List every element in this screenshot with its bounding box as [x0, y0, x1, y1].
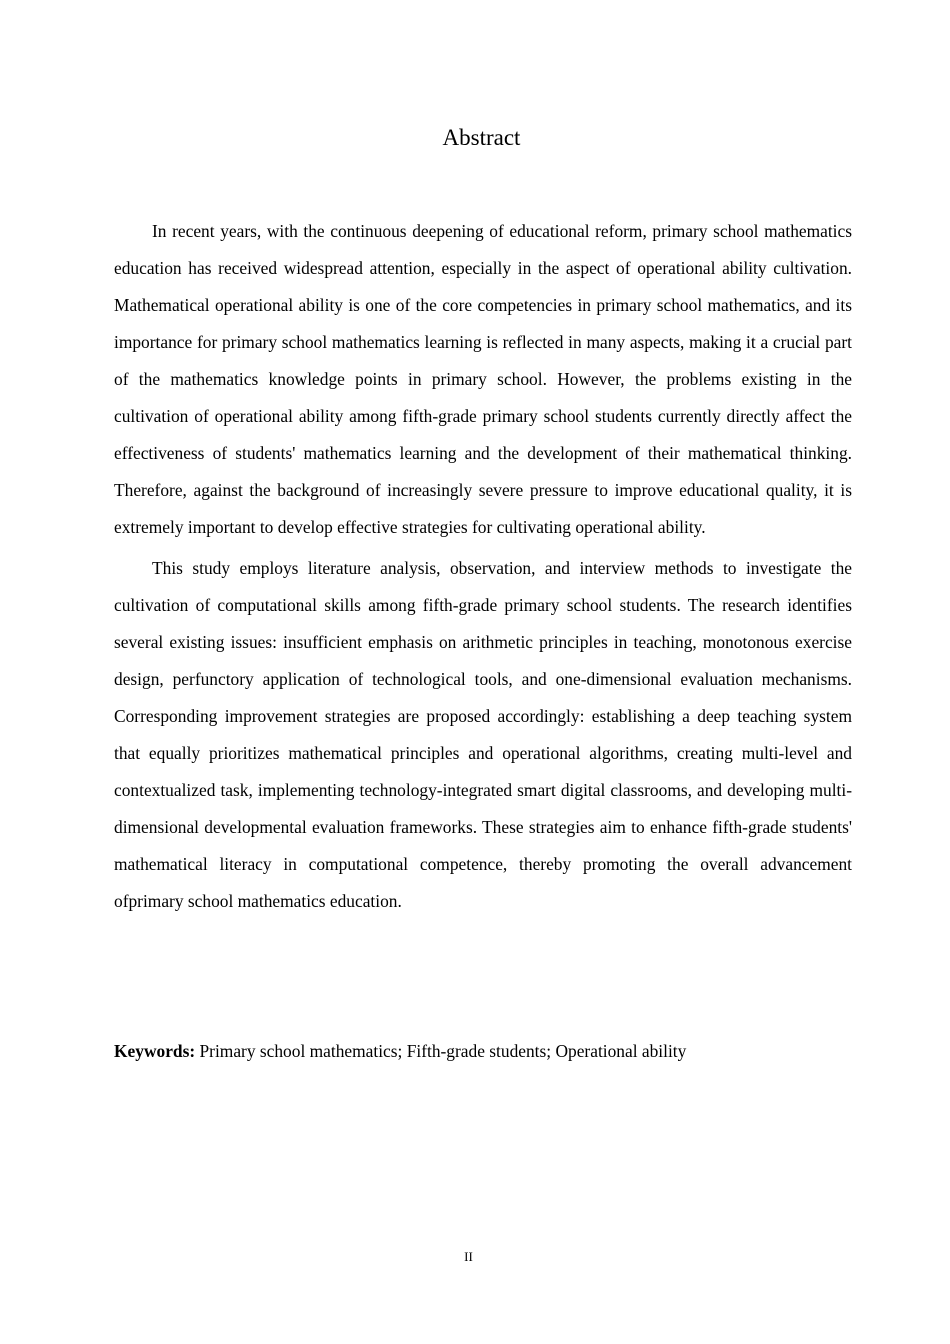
keywords-line [114, 1036, 852, 1066]
keywords-label: Keywords: [114, 1041, 196, 1061]
abstract-body [114, 213, 852, 920]
abstract-title: Abstract [442, 125, 521, 150]
page-number: II [464, 1249, 473, 1264]
keywords-text: Primary school mathematics; Fifth-grade students; Operational ability [195, 1041, 687, 1061]
abstract-paragraph-1: In recent years, with the continuous deepening of educational reform, primary school mathematics education has received widespread attention, especially in the aspect of operational ability cultivation. Mathematical operational ability is one of the core competencies in primary school mathematics, and its importance for primary school mathematics learning is reflected in many aspects, making it a crucial part of the mathematics knowledge points in primary school. However, the problems existing in the cultivation of operational ability among fifth-grade primary school students currently directly affect the effectiveness of students' mathematics learning and the development of their mathematical thinking. Therefore, against the background of increasingly severe pressure to improve educational quality, it is extremely important to develop effective strategies for cultivating operational ability. [114, 221, 852, 537]
abstract-paragraph-2: This study employs literature analysis, observation, and interview methods to investigate the cultivation of computational skills among fifth-grade primary school students. The research identifies several existing issues: insufficient emphasis on arithmetic principles in teaching, monotonous exercise design, perfunctory application of technological tools, and one-dimensional evaluation mechanisms. Corresponding improvement strategies are proposed accordingly: establishing a deep teaching system that equally prioritizes mathematical principles and operational algorithms, creating multi-level and contextualized task, implementing technology-integrated smart digital classrooms, and developing multi-dimensional developmental evaluation frameworks. These strategies aim to enhance fifth-grade students' mathematical literacy in computational competence, thereby promoting the overall advancement ofprimary school mathematics education. [114, 558, 852, 911]
